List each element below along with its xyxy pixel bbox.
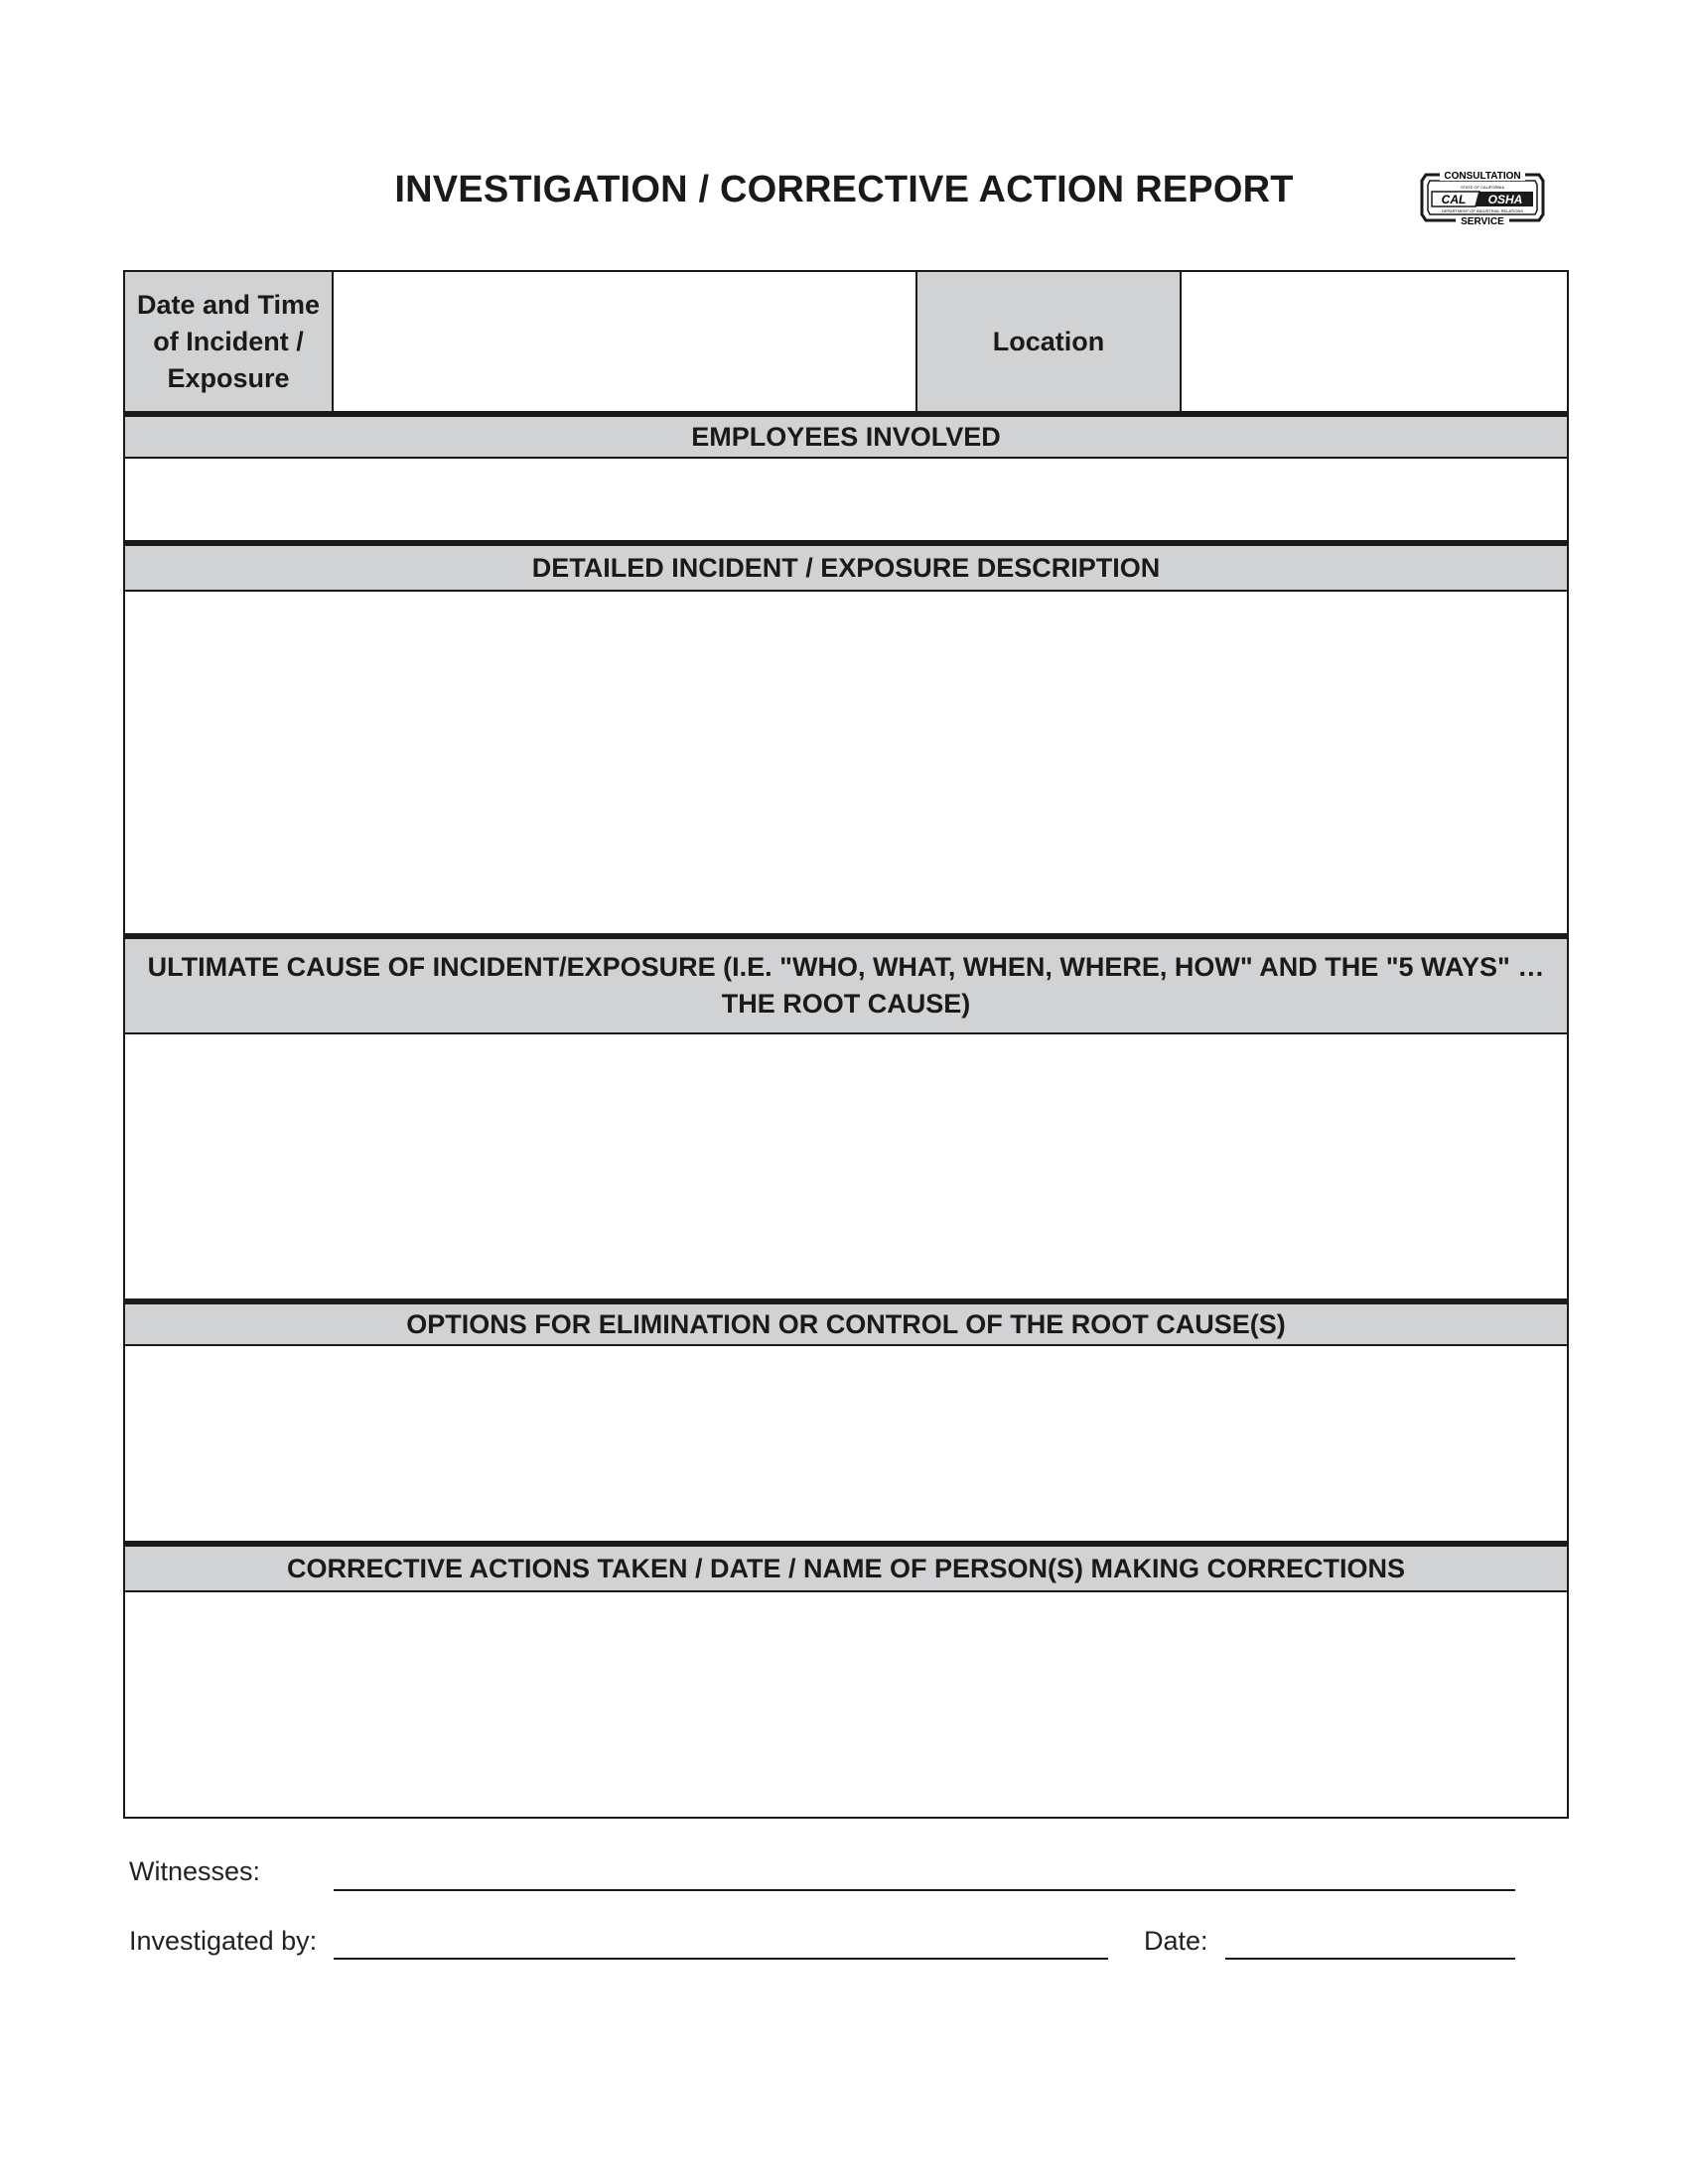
logo-bottom-text: SERVICE (1461, 216, 1504, 227)
corrective-actions-field[interactable] (125, 1592, 1567, 1817)
date-label: Date: (1144, 1926, 1208, 1956)
cal-osha-consultation-logo (1418, 163, 1547, 232)
root-cause-field[interactable] (125, 1034, 1567, 1298)
corrective-actions-header: CORRECTIVE ACTIONS TAKEN / DATE / NAME OF PERSON(S) MAKING CORRECTIONS (125, 1547, 1567, 1590)
employees-involved-header: EMPLOYEES INVOLVED (125, 417, 1567, 457)
logo-dept-text: DEPARTMENT OF INDUSTRIAL RELATIONS (1441, 208, 1524, 213)
investigated-by-label: Investigated by: (129, 1926, 318, 1956)
root-cause-header: ULTIMATE CAUSE OF INCIDENT/EXPOSURE (I.E. "WHO, WHAT, WHEN, WHERE, HOW" AND THE "5 WAYS" … THE ROOT CAUSE) (125, 939, 1567, 1032)
date-time-field[interactable] (334, 272, 915, 411)
witnesses-label: Witnesses: (129, 1856, 261, 1886)
logo-badge-icon (1418, 163, 1547, 232)
incident-description-header: DETAILED INCIDENT / EXPOSURE DESCRIPTION (125, 546, 1567, 590)
location-label: Location (917, 272, 1180, 411)
date-time-label: Date and Time of Incident / Exposure (125, 272, 332, 411)
incident-description-field[interactable] (125, 592, 1567, 933)
logo-state-text: STATE OF CALIFORNIA (1460, 185, 1505, 190)
page-title: INVESTIGATION / CORRECTIVE ACTION REPORT (394, 169, 1294, 210)
report-form (123, 270, 1569, 1819)
witnesses-line[interactable] (334, 1889, 1515, 1891)
control-options-header: OPTIONS FOR ELIMINATION OR CONTROL OF THE ROOT CAUSE(S) (125, 1304, 1567, 1344)
logo-top-text: CONSULTATION (1444, 171, 1521, 182)
logo-osha-text: OSHA (1487, 193, 1523, 206)
logo-cal-text: CAL (1441, 193, 1467, 206)
investigated-by-line[interactable] (334, 1958, 1108, 1960)
incident-info-row (125, 272, 1567, 411)
control-options-field[interactable] (125, 1346, 1567, 1541)
date-line[interactable] (1225, 1958, 1515, 1960)
location-field[interactable] (1182, 272, 1567, 411)
employees-involved-field[interactable] (125, 459, 1567, 540)
